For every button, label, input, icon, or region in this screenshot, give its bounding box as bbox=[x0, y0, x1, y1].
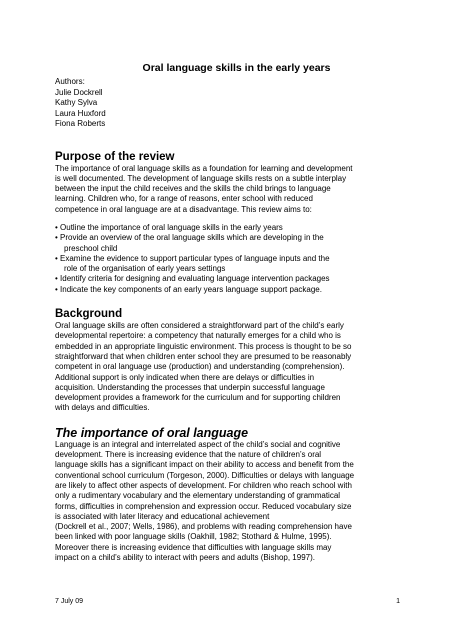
bullet-line: • Indicate the key components of an early years language support package. bbox=[55, 284, 322, 294]
background-paragraph bbox=[55, 321, 410, 414]
bullet-line: • Examine the evidence to support particular types of language inputs and the bbox=[55, 253, 330, 263]
list-item bbox=[55, 285, 410, 295]
text-line: impact on a child’s ability to interact with peers and adults (Bishop, 1997). bbox=[55, 553, 315, 562]
text-line: development. There is increasing evidence that the nature of children’s oral bbox=[55, 450, 322, 460]
list-item bbox=[55, 233, 410, 254]
author-name: Julie Dockrell bbox=[55, 87, 103, 97]
text-line: conventional school curriculum (Torgeson, 2000). Difficulties or delays with language bbox=[55, 470, 355, 480]
text-line: between the input the child receives and the skills the child brings to language bbox=[55, 184, 331, 194]
bullet-line: • Identify criteria for designing and evaluating language intervention packages bbox=[55, 274, 330, 284]
document-title: Oral language skills in the early years bbox=[142, 62, 331, 74]
background-heading: Background bbox=[55, 308, 123, 321]
author-name: Kathy Sylva bbox=[55, 98, 98, 107]
text-line: only a rudimentary vocabulary and the elementary understanding of grammatical bbox=[55, 491, 341, 501]
author-name: Fiona Roberts bbox=[55, 119, 106, 128]
importance-paragraph bbox=[55, 440, 410, 564]
importance-heading: The importance of oral language bbox=[55, 425, 249, 440]
bullet-line: role of the organisation of early years settings bbox=[64, 264, 226, 274]
text-line: Moreover there is increasing evidence that difficulties with language skills may bbox=[55, 542, 332, 552]
text-line: developmental repertoire: a competency that naturally emerges for a child who is bbox=[55, 331, 341, 341]
text-line: (Dockrell et al., 2007; Wells, 1986), and problems with reading comprehension have bbox=[55, 522, 352, 532]
list-item bbox=[55, 254, 410, 275]
list-item bbox=[55, 274, 410, 284]
text-line: with delays and difficulties. bbox=[55, 403, 150, 413]
text-line: embedded in an appropriate linguistic environment. This process is thought to be so bbox=[55, 341, 352, 351]
list-item bbox=[55, 223, 410, 233]
authors-block bbox=[55, 77, 410, 130]
authors-label: Authors: bbox=[55, 77, 85, 86]
text-line: Additional support is only indicated when there are delays or difficulties in bbox=[55, 372, 315, 382]
page-number: 1 bbox=[396, 598, 400, 605]
purpose-paragraph bbox=[55, 164, 410, 215]
text-line: straightforward that when children enter school they are presumed to be reasonably bbox=[55, 351, 352, 361]
text-line: language skills has a significant impact on their ability to access and benefit from the bbox=[55, 460, 354, 470]
text-line: competent in oral language use (production) and understanding (comprehension). bbox=[55, 362, 345, 372]
purpose-heading: Purpose of the review bbox=[55, 150, 175, 163]
author-name: Laura Huxford bbox=[55, 108, 106, 118]
text-line: Oral language skills are often considered a straightforward part of the child’s early bbox=[55, 321, 344, 331]
text-line: been linked with poor language skills (Oakhill, 1982; Stothard & Hulme, 1995). bbox=[55, 532, 332, 542]
bullet-line: preschool child bbox=[64, 243, 118, 253]
text-line: forms, difficulties in comprehension and expression occur. Reduced vocabulary size bbox=[55, 501, 352, 511]
text-line: are likely to affect other aspects of development. For children who reach school with bbox=[55, 480, 352, 490]
bullet-line: • Provide an overview of the oral language skills which are developing in the bbox=[55, 233, 324, 243]
text-line: acquisition. Understanding the processes that underpin successful language bbox=[55, 382, 325, 392]
aims-list bbox=[55, 223, 410, 295]
text-line: Language is an integral and interrelated aspect of the child’s social and cognitive bbox=[55, 439, 341, 449]
text-line: is associated with later literacy and educational achievement bbox=[55, 511, 270, 521]
text-line: development provides a framework for the curriculum and for supporting children bbox=[55, 393, 341, 403]
footer-date: 7 July 09 bbox=[55, 598, 84, 605]
text-line: competence in oral language are at a disadvantage. This review aims to: bbox=[55, 204, 312, 214]
document-page bbox=[55, 62, 410, 563]
text-line: is well documented. The development of language skills rests on a subtle interplay bbox=[55, 173, 347, 183]
text-line: learning. Children who, for a range of reasons, enter school with reduced bbox=[55, 194, 313, 204]
text-line: The importance of oral language skills as a foundation for learning and development bbox=[55, 163, 353, 173]
bullet-line: • Outline the importance of oral language skills in the early years bbox=[55, 222, 283, 232]
page-footer bbox=[55, 598, 400, 605]
